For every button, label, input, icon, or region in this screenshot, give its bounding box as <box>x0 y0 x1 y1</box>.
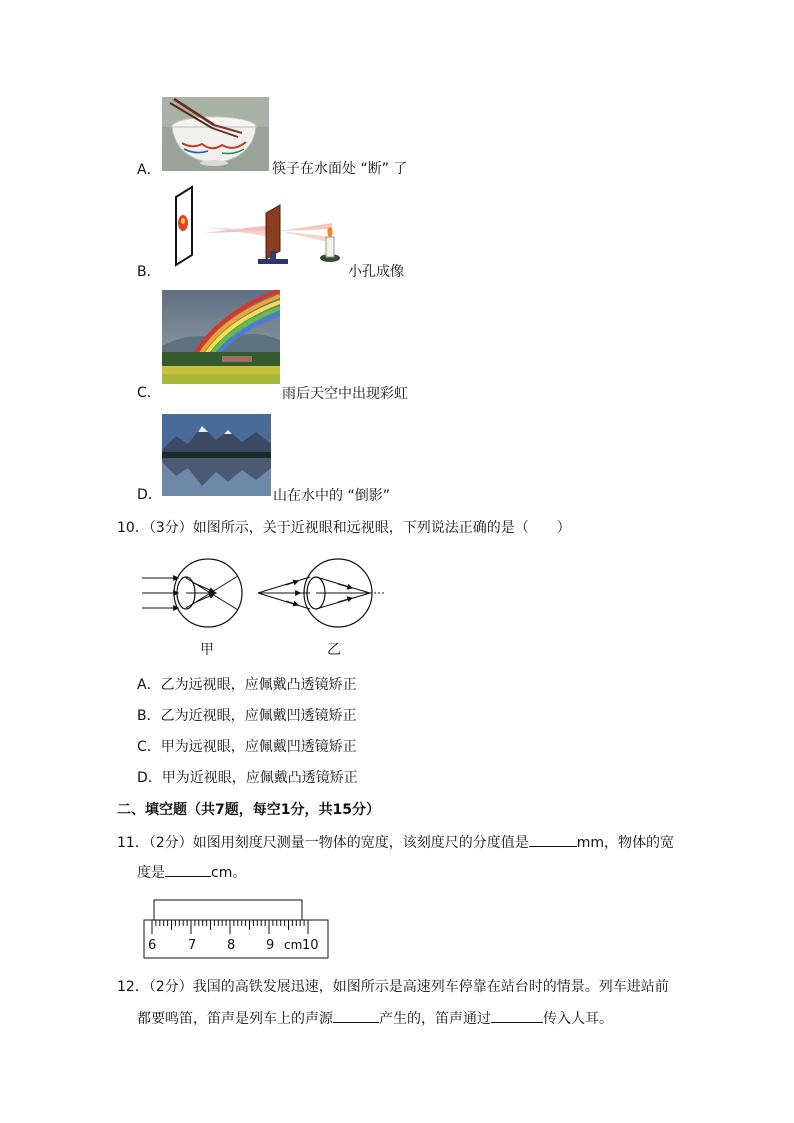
answer-blank[interactable] <box>491 1008 543 1023</box>
eye-label-left: 甲 <box>200 642 214 658</box>
answer-blank[interactable] <box>333 1008 379 1023</box>
q9-option-c: C． <box>137 385 161 401</box>
q11-line2: 度是 cm。 <box>137 862 246 883</box>
q10-option-a: A．乙为远视眼，应佩戴凸透镜矫正 <box>137 677 357 693</box>
q9-option-c-text: 雨后天空中出现彩虹 <box>282 386 408 402</box>
answer-blank[interactable] <box>165 862 211 877</box>
q9-option-d-text: 山在水中的 “倒影” <box>273 488 390 504</box>
q12-line2: 都要鸣笛，笛声是列车上的声源 产生的，笛声通过 传入人耳。 <box>137 1008 613 1029</box>
ruler-unit: cm <box>284 938 303 952</box>
ruler-label-6: 6 <box>148 938 157 953</box>
ruler-label-9: 9 <box>266 938 275 953</box>
ruler-label-10: 10 <box>302 938 319 953</box>
q12-line1: 12．（2分）我国的高铁发展迅速，如图所示是高速列车停靠在站台时的情景。列车进站前 <box>117 979 669 995</box>
q10-option-b: B．乙为近视眼，应佩戴凹透镜矫正 <box>137 708 357 724</box>
q11-line1: 11．（2分）如图用刻度尺测量一物体的宽度，该刻度尺的分度值是 mm，物体的宽 <box>117 832 674 853</box>
pinhole-imaging-image <box>162 185 347 270</box>
q9-option-b: B． <box>137 264 161 280</box>
q9-option-a: A． <box>137 162 161 178</box>
q10-stem: 10．（3分）如图所示，关于近视眼和远视眼，下列说法正确的是（ ） <box>117 520 571 536</box>
eye-diagram <box>138 555 393 635</box>
ruler-label-8: 8 <box>227 938 236 953</box>
mountain-reflection-image <box>162 414 271 496</box>
q10-option-d: D．甲为近视眼，应佩戴凸透镜矫正 <box>137 770 358 786</box>
q9-option-d: D． <box>137 487 162 503</box>
section-2-heading: 二、填空题（共7题，每空1分，共15分） <box>117 802 380 818</box>
bowl-chopsticks-image <box>162 97 269 171</box>
ruler-label-7: 7 <box>188 938 197 953</box>
q10-option-c: C．甲为远视眼，应佩戴凹透镜矫正 <box>137 739 357 755</box>
eye-label-right: 乙 <box>327 642 341 658</box>
answer-blank[interactable] <box>529 832 577 847</box>
rainbow-image <box>162 290 280 384</box>
q9-option-b-text: 小孔成像 <box>348 264 404 280</box>
q9-option-a-text: 筷子在水面处 “断” 了 <box>272 161 408 177</box>
